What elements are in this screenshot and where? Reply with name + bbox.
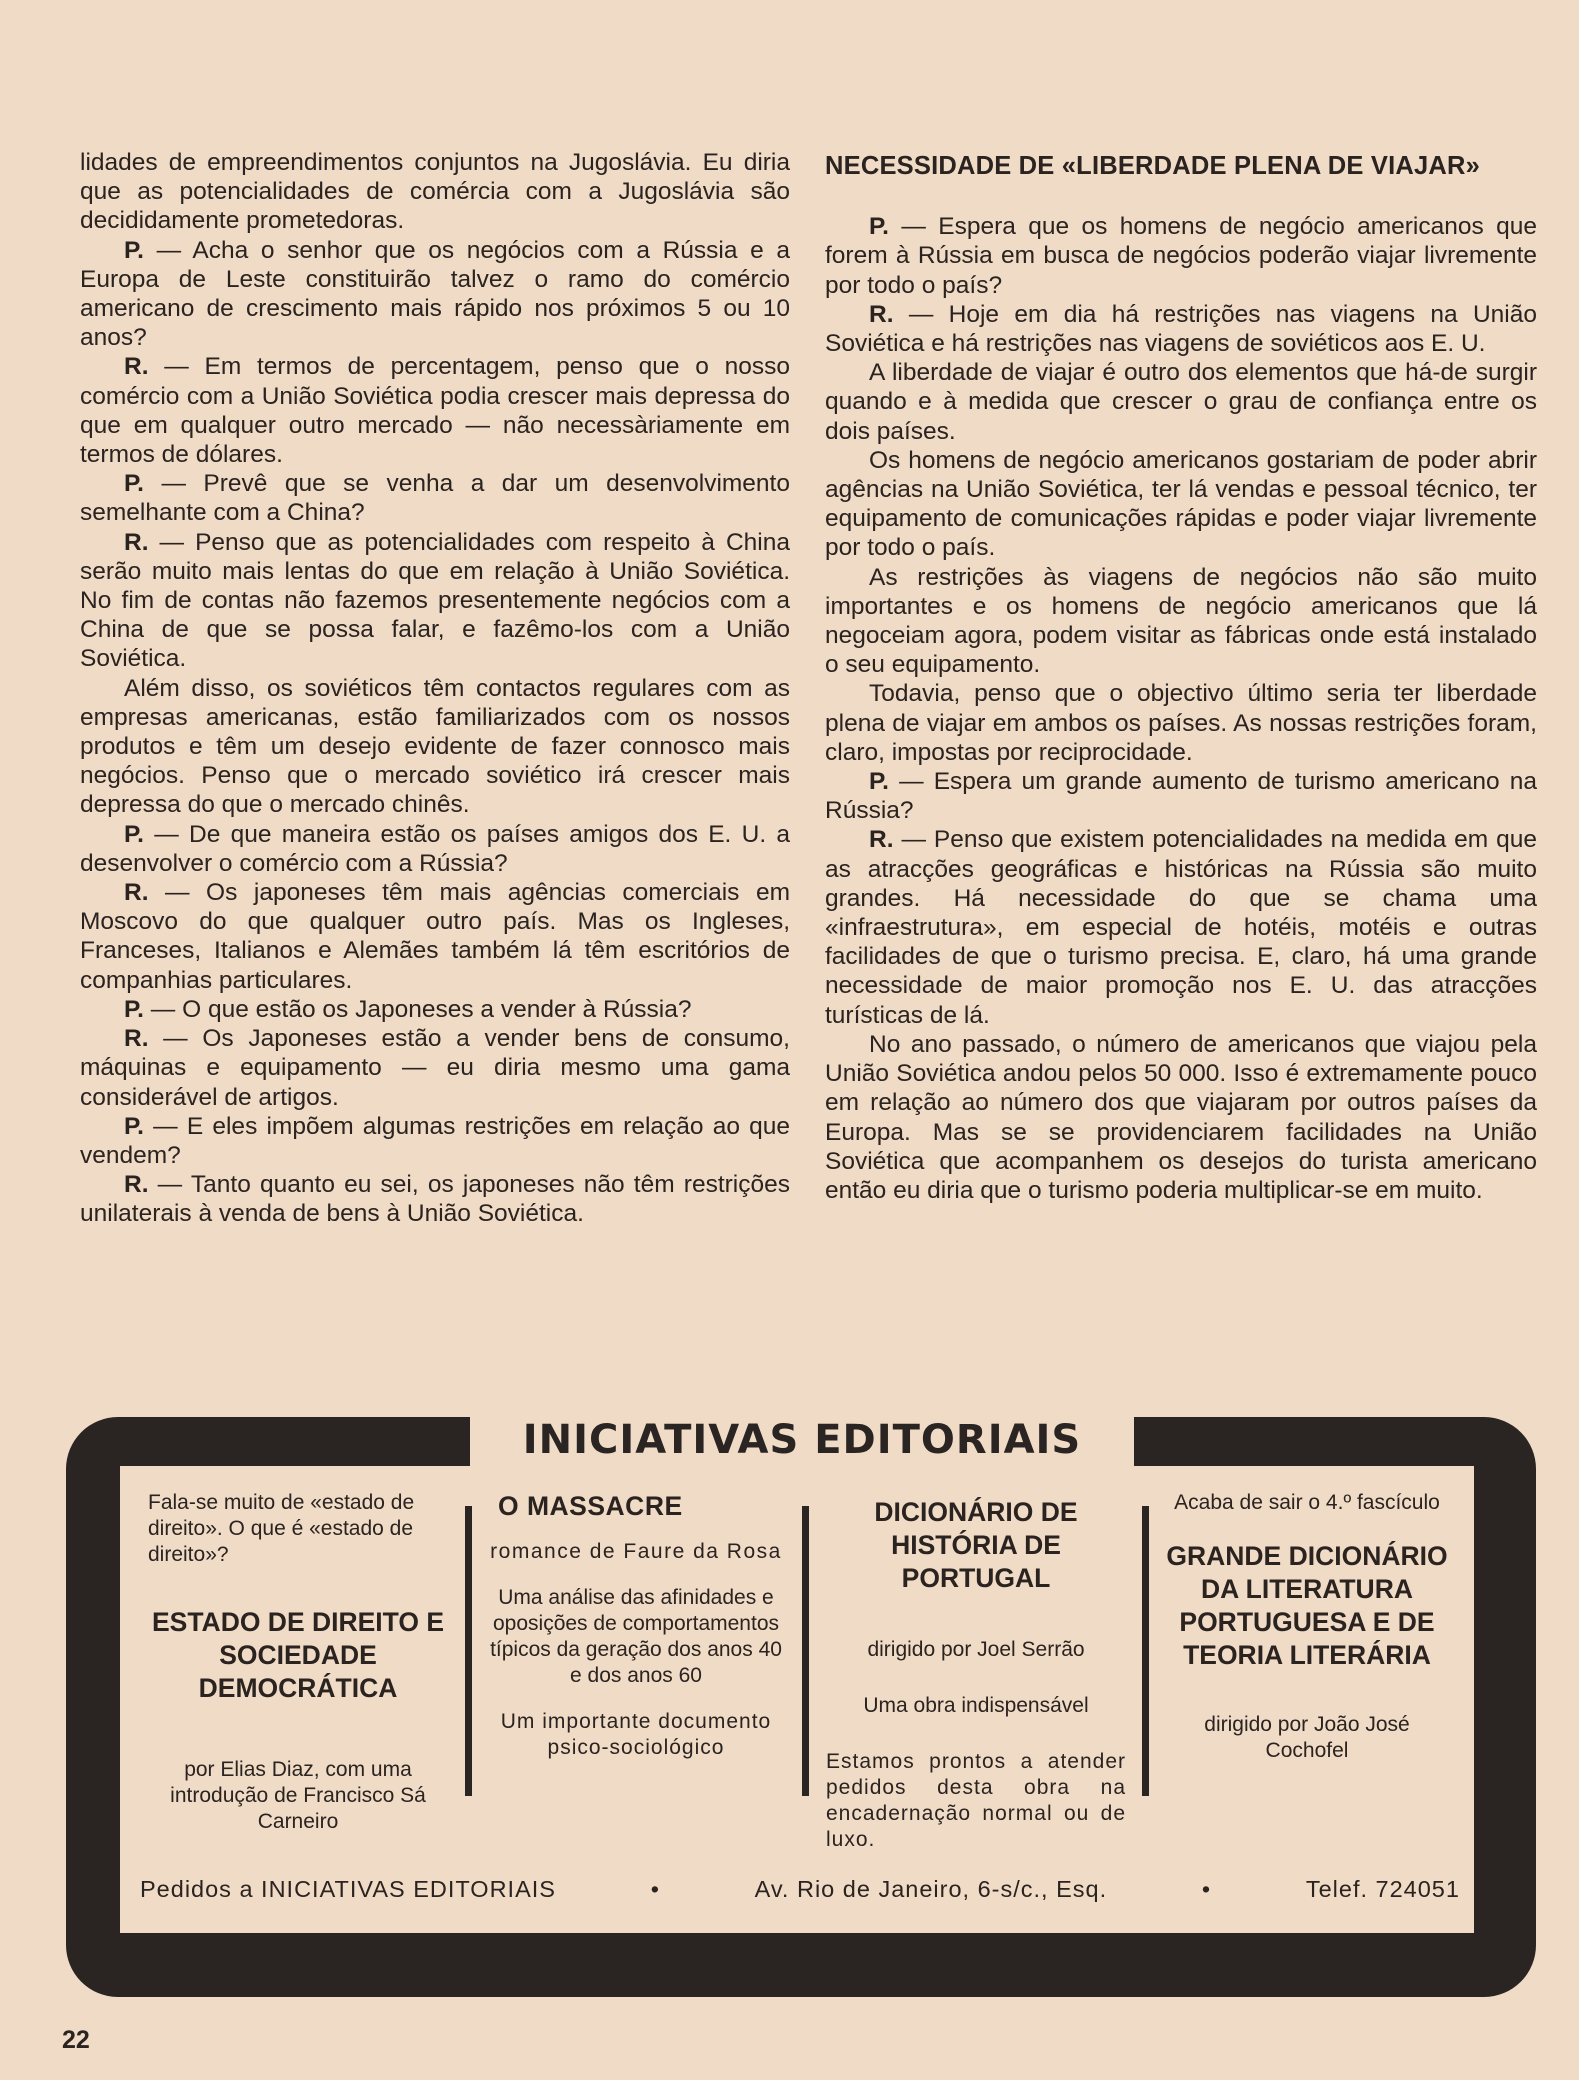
ad-book-byline: por Elias Diaz, com uma introdução de Francisco Sá Carneiro [170, 1758, 426, 1833]
ad-address: Av. Rio de Janeiro, 6-s/c., Esq. [754, 1876, 1108, 1902]
paragraph-text: — Hoje em dia há restrições nas viagens na União Soviética e há restrições nas viagens de soviéticos aos E. U. [825, 300, 1537, 358]
paragraph-text: — Acha o senhor que os negócios com a Rússia e a Europa de Leste constituirão talvez o ramo do comércio americano de crescimento mais rápido nos próximos 5 ou 10 anos? [80, 236, 790, 352]
ad-divider [465, 1506, 472, 1796]
paragraph-text: — Espera que os homens de negócio americanos que forem à Rússia em busca de negócios poderão viajar livremente por todo o país? [825, 213, 1537, 299]
ad-book-note: Um importante documento psico-sociológico [500, 1710, 772, 1759]
ad-bullet: • [650, 1876, 660, 1902]
ad-book-note: Estamos prontos a atender pedidos desta obra na encadernação normal ou de luxo. [826, 1750, 1126, 1851]
paragraph-text: — Penso que existem potencialidades na medida em que as atracções geográficas e históricas na Rússia são muito grandes. Há necessidade do que se chama uma «infraestrutura», em especial de hotéis, motéis e outras facilidades de que o turismo precisa. E, claro, há uma grande necessidade de maior promoção nos E. U. das atracções turísticas de lá. [825, 826, 1537, 1029]
paragraph-text: Além disso, os soviéticos têm contactos regulares com as empresas americanas, estão familiarizados com os nossos produtos e têm um desejo evidente de fazer connosco mais negócios. Penso que o mercado soviético irá crescer mais depressa do que o mercado chinês. [80, 674, 790, 819]
speaker-label: R. [869, 826, 894, 854]
speaker-label: R. [124, 528, 149, 556]
ad-book-grande-dicionario [1162, 1490, 1452, 1764]
paragraph-text: Todavia, penso que o objectivo último seria ter liberdade plena de viajar em ambos os países. As nossas restrições foram, claro, impostas por reciprocidade. [825, 680, 1537, 766]
speaker-label: P. [124, 820, 144, 848]
ad-book-o-massacre [486, 1490, 786, 1761]
paragraph-text: — De que maneira estão os países amigos dos E. U. a desenvolver o comércio com a Rússia? [80, 820, 790, 877]
ad-bullet: • [1201, 1876, 1212, 1902]
article-right-column [825, 152, 1537, 1205]
ad-book-title: DICIONÁRIO DE HISTÓRIA DE PORTUGAL [874, 1497, 1078, 1593]
paragraph-text: — Os japoneses têm mais agências comerciais em Moscovo do que qualquer outro país. Mas os Ingleses, Franceses, Italianos e Alemães também lá têm escritórios de companhias particulares. [80, 879, 790, 994]
speaker-label: P. [124, 470, 144, 498]
ad-book-byline: dirigido por João José Cochofel [1204, 1713, 1410, 1762]
article-paragraph [825, 212, 1537, 300]
article-paragraph [825, 446, 1537, 563]
speaker-label: R. [124, 353, 149, 381]
article-paragraph [80, 528, 790, 674]
article-paragraph [80, 1112, 790, 1170]
page-number: 22 [62, 2026, 90, 2054]
article-paragraph [80, 995, 790, 1024]
section-heading: NECESSIDADE DE «LIBERDADE PLENA DE VIAJAR» [825, 152, 1480, 180]
article-paragraph [825, 679, 1537, 767]
advertisement-panel [120, 1466, 1474, 1933]
ad-footer [140, 1876, 1460, 1903]
speaker-label: P. [124, 236, 144, 264]
ad-book-dicionario-historia [826, 1490, 1126, 1853]
article-paragraph [825, 1030, 1537, 1205]
article-paragraph [825, 825, 1537, 1029]
speaker-label: R. [124, 1171, 149, 1199]
paragraph-text: As restrições às viagens de negócios não são muito importantes e os homens de negócio americanos que lá negoceiam agora, podem visitar as fábricas onde está instalado o seu equipamento. [825, 563, 1537, 679]
speaker-label: R. [869, 300, 894, 328]
speaker-label: P. [124, 995, 144, 1023]
paragraph-text: — E eles impõem algumas restrições em relação ao que vendem? [80, 1112, 790, 1169]
ad-book-intro: Fala-se muito de «estado de direito». O que é «estado de direito»? [148, 1491, 415, 1566]
paragraph-text: lidades de empreendimentos conjuntos na Jugoslávia. Eu diria que as potencialidades de comércia com a Jugoslávia são decididamente prometedoras. [80, 149, 790, 235]
speaker-label: R. [124, 1025, 149, 1053]
paragraph-text: — Os Japoneses estão a vender bens de consumo, máquinas e equipamento — eu diria mesmo uma gama considerável de artigos. [80, 1025, 790, 1111]
speaker-label: P. [124, 1112, 144, 1140]
article-paragraph [80, 352, 790, 469]
paragraph-text: No ano passado, o número de americanos que viajou pela União Soviética andou pelos 50 000. Isso é extremamente pouco em relação ao número dos que viajaram por outros países da Europa. Mas se se providenciarem facilidades na União Soviética que acompanhem os desejos do turista americano então eu diria que o turismo poderia multiplicar-se em muito. [825, 1030, 1537, 1204]
advertisement-title: INICIATIVAS EDITORIAIS [470, 1414, 1134, 1466]
ad-orders-text: Pedidos a INICIATIVAS EDITORIAIS [140, 1876, 556, 1902]
ad-divider [802, 1506, 809, 1796]
article-paragraph [80, 1170, 790, 1228]
ad-book-intro: Acaba de sair o 4.º fascículo [1174, 1491, 1440, 1514]
article-paragraph [825, 300, 1537, 358]
ad-book-title: GRANDE DICIONÁRIO DA LITERATURA PORTUGUESA E DE TEORIA LITERÁRIA [1166, 1541, 1448, 1670]
ad-book-tagline: Uma obra indispensável [863, 1694, 1089, 1717]
article-paragraph [80, 674, 790, 820]
article-paragraph [825, 563, 1537, 680]
article-paragraph [80, 469, 790, 527]
paragraph-text: A liberdade de viajar é outro dos elementos que há-de surgir quando e à medida que crescer o grau de confiança entre os dois países. [825, 359, 1537, 445]
paragraph-text: Os homens de negócio americanos gostariam de poder abrir agências na União Soviética, ter lá vendas e pessoal técnico, ter equipamento de comunicações rápidas e poder viajar livremente por todo o país. [825, 446, 1537, 562]
ad-divider [1142, 1506, 1149, 1796]
article-paragraph [80, 1024, 790, 1112]
paragraph-text: — O que estão os Japoneses a vender à Rússia? [144, 995, 692, 1023]
paragraph-text: — Penso que as potencialidades com respeito à China serão muito mais lentas do que em relação à União Soviética. No fim de contas não fazemos presentemente negócios com a China de que se possa falar, e fazêmo-los com a União Soviética. [80, 528, 790, 673]
speaker-label: R. [124, 879, 149, 907]
ad-book-subtitle: romance de Faure da Rosa [490, 1540, 782, 1563]
ad-book-title: O MASSACRE [498, 1491, 683, 1521]
article-left-column [80, 148, 790, 1229]
paragraph-text: — Em termos de percentagem, penso que o nosso comércio com a União Soviética podia crescer mais depressa do que em qualquer outro mercado — não necessàriamente em termos de dólares. [80, 353, 790, 469]
article-paragraph [80, 820, 790, 878]
article-paragraph [80, 148, 790, 236]
ad-book-description: Uma análise das afinidades e oposições de comportamentos típicos da geração dos anos 40 e dos anos 60 [490, 1586, 782, 1687]
ad-book-byline: dirigido por Joel Serrão [867, 1638, 1085, 1661]
speaker-label: P. [869, 213, 889, 241]
article-paragraph [825, 767, 1537, 825]
ad-book-title: ESTADO DE DIREITO E SOCIEDADE DEMOCRÁTICA [151, 1607, 445, 1703]
article-paragraph [80, 236, 790, 353]
article-paragraph [825, 358, 1537, 446]
paragraph-text: — Tanto quanto eu sei, os japoneses não têm restrições unilaterais à venda de bens à União Soviética. [80, 1171, 790, 1228]
paragraph-text: — Prevê que se venha a dar um desenvolvimento semelhante com a China? [80, 470, 790, 527]
right-column-body [825, 212, 1537, 1205]
article-paragraph [80, 878, 790, 995]
paragraph-text: — Espera um grande aumento de turismo americano na Rússia? [825, 768, 1537, 825]
speaker-label: P. [869, 768, 889, 796]
ad-book-estado-de-direito [148, 1490, 448, 1835]
ad-phone: Telef. 724051 [1305, 1876, 1460, 1902]
